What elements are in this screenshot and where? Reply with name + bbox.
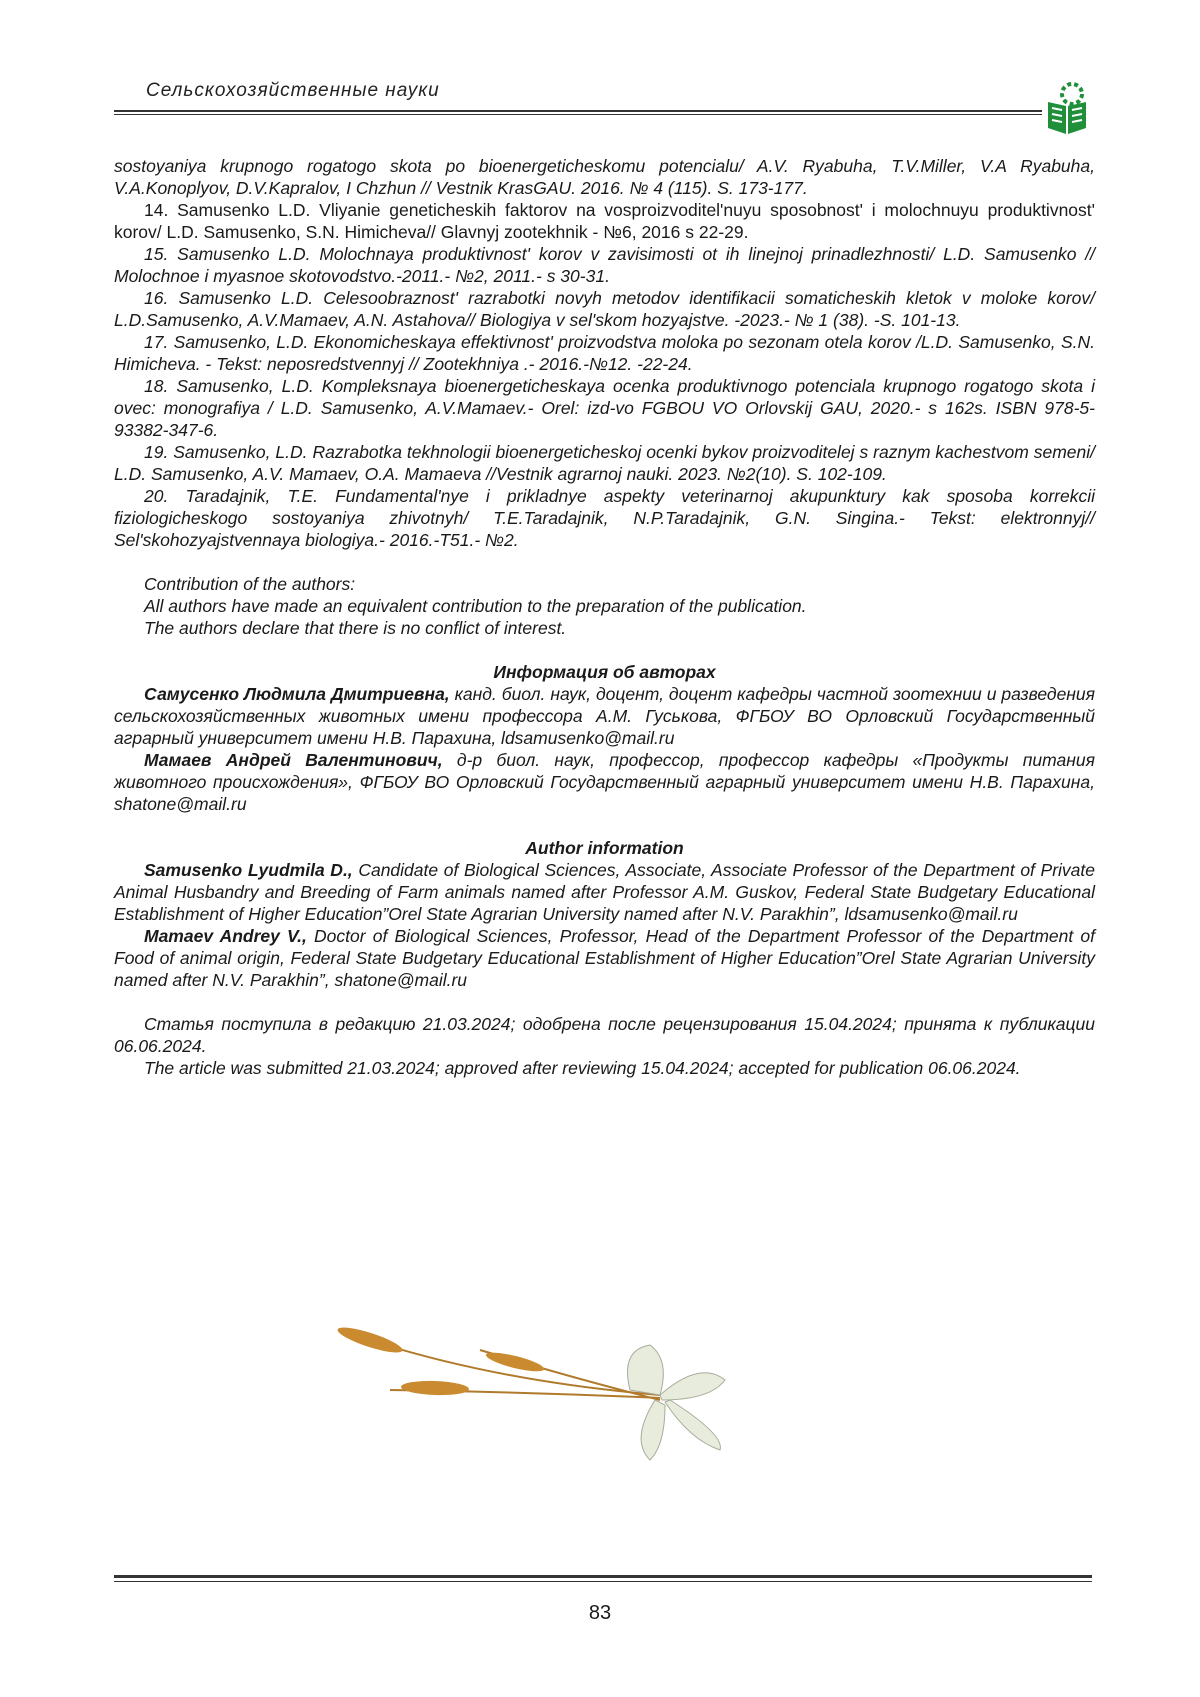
author-details: Candidate of Biological Sciences, Associate, Associate Professor of the Department of Private Animal Husbandry and Breeding of Farm animals named after Professor A.M. Guskov, Federal State Budgetary Educational Establishment of Higher Education”Orel State Agrarian University named after N.V. Parakhin”, ldsamusenko@mail.ru xyxy=(114,860,1096,924)
author-name: Самусенко Людмила Дмитриевна, xyxy=(144,684,450,704)
header-rule-bottom xyxy=(114,114,1042,115)
journal-logo-icon xyxy=(1042,80,1092,136)
main-content xyxy=(114,155,1095,1079)
reference-item: 15. Samusenko L.D. Molochnaya produktivnost' korov v zavisimosti ot ih linejnoj prinadlezhnosti/ L.D. Samusenko // Molochnoe i myasnoe skotovodstvo.-2011.- №2, 2011.- s 30-31. xyxy=(114,244,1095,286)
article-dates-ru: Статья поступила в редакцию 21.03.2024; одобрена после рецензирования 15.04.2024; принята к публикации 06.06.2024. xyxy=(114,1014,1095,1056)
footer-rule-thin xyxy=(114,1581,1092,1582)
reference-item: 17. Samusenko, L.D. Ekonomicheskaya effektivnost' proizvodstva moloka po sezonam otela korov /L.D. Samusenko, S.N. Himicheva. - Tekst: neposredstvennyj // Zootekhniya .- 2016.-№12. -22-24. xyxy=(114,332,1095,374)
footer-rule-thick xyxy=(114,1575,1092,1578)
authors-ru-heading: Информация об авторах xyxy=(493,662,716,682)
author-details: канд. биол. наук, доцент, доцент кафедры частной зоотехнии и разведения сельскохозяйственных животных имени профессора А.М. Гуськова, ФГБОУ ВО Орловский Государственный аграрный университет имени Н.В. Парахина, ldsamusenko@mail.ru xyxy=(114,684,1096,748)
author-ru-1 xyxy=(114,683,1095,749)
page-number: 83 xyxy=(588,1602,612,1624)
reference-item: 20. Taradajnik, T.E. Fundamental'nye i prikladnye aspekty veterinarnoj akupunktury kak sposoba korrekcii fiziologicheskogo sostoyaniya zhivotnyh/ T.E.Taradajnik, N.P.Taradajnik, G.N. Singina.- Tekst: elektronnyj// Sel'skohozyajstvennaya biologiya.- 2016.-T51.- №2. xyxy=(114,486,1095,550)
reference-item: sostoyaniya krupnogo rogatogo skota po bioenergeticheskomu potencialu/ A.V. Ryabuha, T.V.Miller, V.A Ryabuha, V.A.Konoplyov, D.V.Kapralov, I Chzhun // Vestnik KrasGAU. 2016. № 4 (115). S. 173-177. xyxy=(114,156,1095,198)
authors-en-heading: Author information xyxy=(525,838,684,858)
author-details: Doctor of Biological Sciences, Professor, Head of the Department Professor of the Department of Food of animal origin, Federal State Budgetary Educational Establishment of Higher Education”Orel State Agrarian University named after N.V. Parakhin”, shatone@mail.ru xyxy=(114,926,1095,990)
author-name: Samusenko Lyudmila D., xyxy=(144,860,353,880)
author-name: Мамаев Андрей Валентинович, xyxy=(144,750,443,770)
reference-item: 14. Samusenko L.D. Vliyanie geneticheskih faktorov na vosproizvoditel'nuyu sposobnost' i molochnuyu produktivnost' korov/ L.D. Samusenko, S.N. Himicheva// Glavnyj zootekhnik - №6, 2016 s 22-29. xyxy=(114,200,1095,242)
running-header: Сельскохозяйственные науки xyxy=(146,80,440,101)
wheat-ribbon-decoration-icon xyxy=(330,1320,790,1470)
author-ru-2 xyxy=(114,749,1095,815)
reference-item: 19. Samusenko, L.D. Razrabotka tekhnologii bioenergeticheskoj ocenki bykov proizvoditelej s raznym kachestvom semeni/ L.D. Samusenko, A.V. Mamaev, O.A. Mamaeva //Vestnik agrarnoj nauki. 2023. №2(10). S. 102-109. xyxy=(114,442,1095,484)
header-rule-top xyxy=(114,110,1042,112)
reference-item: 16. Samusenko L.D. Celesoobraznost' razrabotki novyh metodov identifikacii somaticheskih kletok v moloke korov/ L.D.Samusenko, A.V.Mamaev, A.N. Astahova// Biologiya v sel'skom hozyajstve. -2023.- № 1 (38). -S. 101-13. xyxy=(114,288,1095,330)
reference-item: 18. Samusenko, L.D. Kompleksnaya bioenergeticheskaya ocenka produktivnogo potenciala krupnogo rogatogo skota i ovec: monografiya / L.D. Samusenko, A.V.Mamaev.- Orel: izd-vo FGBOU VO Orlovskij GAU, 2020.- s 162s. ISBN 978-5-93382-347-6. xyxy=(114,376,1095,440)
article-dates-en: The article was submitted 21.03.2024; approved after reviewing 15.04.2024; accepted for publication 06.06.2024. xyxy=(144,1058,1021,1078)
author-details: д-р биол. наук, профессор, профессор кафедры «Продукты питания животного происхождения», ФГБОУ ВО Орловский Государственный аграрный университет имени Н.В. Парахина, shatone@mail.ru xyxy=(114,750,1095,814)
contribution-heading: Contribution of the authors: xyxy=(144,574,356,594)
author-en-2 xyxy=(114,925,1095,991)
author-en-1 xyxy=(114,859,1095,925)
contribution-line: All authors have made an equivalent contribution to the preparation of the publication. xyxy=(144,596,807,616)
author-name: Mamaev Andrey V., xyxy=(144,926,307,946)
conflict-statement: The authors declare that there is no conflict of interest. xyxy=(144,618,567,638)
